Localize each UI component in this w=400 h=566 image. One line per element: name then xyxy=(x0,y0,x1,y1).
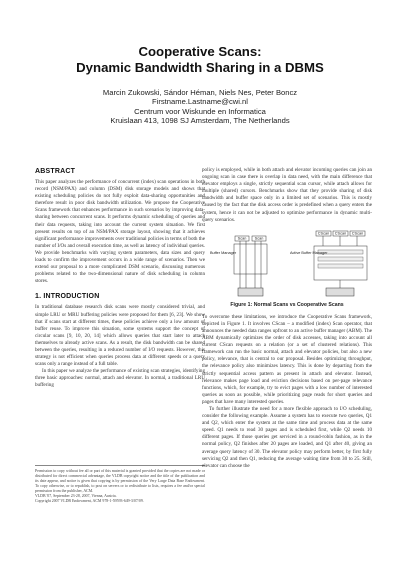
right-paragraph-2: To overcome these limitations, we introduce the Cooperative Scans framework, depicted in Figure 1. It involves CScan – a modified (index) Scan operator, that announces the needed data ranges upfront to an active buffer manager (ABM). The ABM dynamically optimizes the order of disk accesses, taking into account all current CScan requests on a relation (or a set of clustered relations). This framework can run the basic normal, attach and elevator policies, but also a new policy, relevance, that is central to our proposal. Besides optimizing throughput, the relevance policy also minimizes latency. This is done by departing from the strictly sequential access pattern as present in attach and elevator. Instead, relevance makes page load and eviction decisions based on per-page relevance functions, which, for example, try to evict pages with a low number of interested queries as soon as possible, while prioritizing page reads for short queries and pages that have many interested queries. xyxy=(202,313,372,405)
abstract-heading: ABSTRACT xyxy=(35,168,76,175)
cooperative-scans-diagram xyxy=(290,231,367,296)
introduction-paragraph-1: In traditional database research disk scans were mostly considered trivial, and simple LRU or MRU buffering policies were proposed for them [6, 23]. We show that if scans start at different times, these policies achieve only a low amount of buffer reuse. To improve this situation, some systems support the concept of circular scans [9, 10, 20, 14] which allows queries that start later to attach themselves to already active scans. As a result, the disk bandwidth can be shared between the queries, resulting in a reduced number of I/O requests. However, this strategy is not efficient when queries process data at different speeds or a query scans only a range instead of a full table. xyxy=(35,304,205,368)
introduction-paragraph-2: In this paper we analyze the performance of existing scan strategies, identifying three basic approaches: normal, attach and elevator. In normal, a traditional LRU buffering xyxy=(35,368,205,389)
right-paragraph-3: To further illustrate the need for a more flexible approach to I/O scheduling, consider the following example. Assume a system has to execute two queries, Q1 and Q2, which enter the system at the same time and process data at the same speed. Q1 needs to read 30 pages and is scheduled first, while Q2 needs 10 different pages. If those queries get serviced in a round-robin fashion, as in the normal policy, Q2 finishes after 20 pages are loaded, and Q1 after 40, giving an average query latency of 30. The elevator policy may perform better, by first fully servicing Q2 and then Q1, reducing the average waiting time from 30 to 25. Still, elevator can choose the xyxy=(202,405,372,469)
copyright-footnote xyxy=(35,465,205,504)
normal-scans-diagram xyxy=(210,236,267,296)
left-column xyxy=(35,168,205,390)
scan-label: Scan xyxy=(254,236,264,241)
author-names: Marcin Zukowski, Sándor Héman, Niels Nes, Peter Boncz xyxy=(102,88,298,97)
title-line-2: Dynamic Bandwidth Sharing in a DBMS xyxy=(76,60,324,75)
footnote-copyright: Copyright 2007 VLDB Endowment, ACM 978-1-59593-649-3/07/09. xyxy=(35,499,144,503)
footnote-conference: VLDB '07, September 23-28, 2007, Vienna, Austria. xyxy=(35,494,117,498)
right-paragraph-top: policy is employed, while in both attach and elevator incoming queries can join an ongoing scan in case there is overlap in data need, with the main difference that elevator employs a single, strictly sequential scan cursor, while attach allows for multiple (shared) cursors. Benchmarks show that they provide sharing of disk bandwidth and buffer space only in a limited set of scenarios. This is mostly caused by the fact that the disk access order is predefined when a query enters the system, hence it can not be adjusted to optimize performance in dynamic multi-query scenarios. xyxy=(202,167,372,223)
buffer-manager-label: Buffer Manager xyxy=(210,250,237,255)
cscan-label: CScan xyxy=(317,231,330,236)
scan-diagram xyxy=(202,224,372,300)
footnote-permission: Permission to copy without fee all or part of this material is granted provided that the copies are not made or distributed for direct commercial advantage, the VLDB copyright notice and the title of the publication and its date appear, and notice is given that copying is by permission of the Very Large Data Base Endowment. To copy otherwise, or to republish, to post on servers or to redistribute to lists, requires a fee and/or special permission from the publisher, ACM. xyxy=(35,469,205,493)
active-buffer-manager-label: Active Buffer Manager xyxy=(290,250,328,255)
disk-box xyxy=(238,288,263,296)
abstract-text: This paper analyzes the performance of concurrent (index) scan operations in both record (NSM/PAX) and column (DSM) disk storage models and shows that existing scheduling policies do not fully exploit data-sharing opportunities and therefore result in poor disk bandwidth utilization. We propose the Cooperative Scans framework that enhances performance in such scenarios by improving data-sharing between concurrent scans. It performs dynamic scheduling of queries and their data requests, taking into account the current system situation. We first present results on top of an NSM/PAX storage layout, showing that it achieves significant performance improvements over traditional policies in terms of both the number of I/Os and overall execution time, as well as latency of individual queries. We provide benchmarks with varying system parameters, data sizes and query loads to confirm the improvement occurs in a wide range of scenarios. Then we extend our proposal to a more complicated DSM scenario, discussing numerous problems related to the two-dimensional nature of disk scheduling in column stores. xyxy=(35,179,205,285)
cscan-label: CScan xyxy=(334,231,347,236)
title-line-1: Cooperative Scans: xyxy=(138,44,262,59)
paper-title xyxy=(0,44,400,76)
cscan-label: CScan xyxy=(351,231,364,236)
introduction-heading: 1. INTRODUCTION xyxy=(35,293,100,301)
buffer-box xyxy=(234,244,267,274)
figure-caption: Figure 1: Normal Scans vs Cooperative Scans xyxy=(230,301,344,308)
scan-label: Scan xyxy=(237,236,247,241)
author-email: Firstname.Lastname@cwi.nl xyxy=(152,97,248,107)
author-block xyxy=(0,88,400,125)
author-address: Kruislaan 413, 1098 SJ Amsterdam, The Netherlands xyxy=(110,115,290,125)
right-column xyxy=(202,167,372,470)
author-institution: Centrum voor Wiskunde en Informatica xyxy=(134,106,266,116)
figure-1 xyxy=(202,224,372,300)
